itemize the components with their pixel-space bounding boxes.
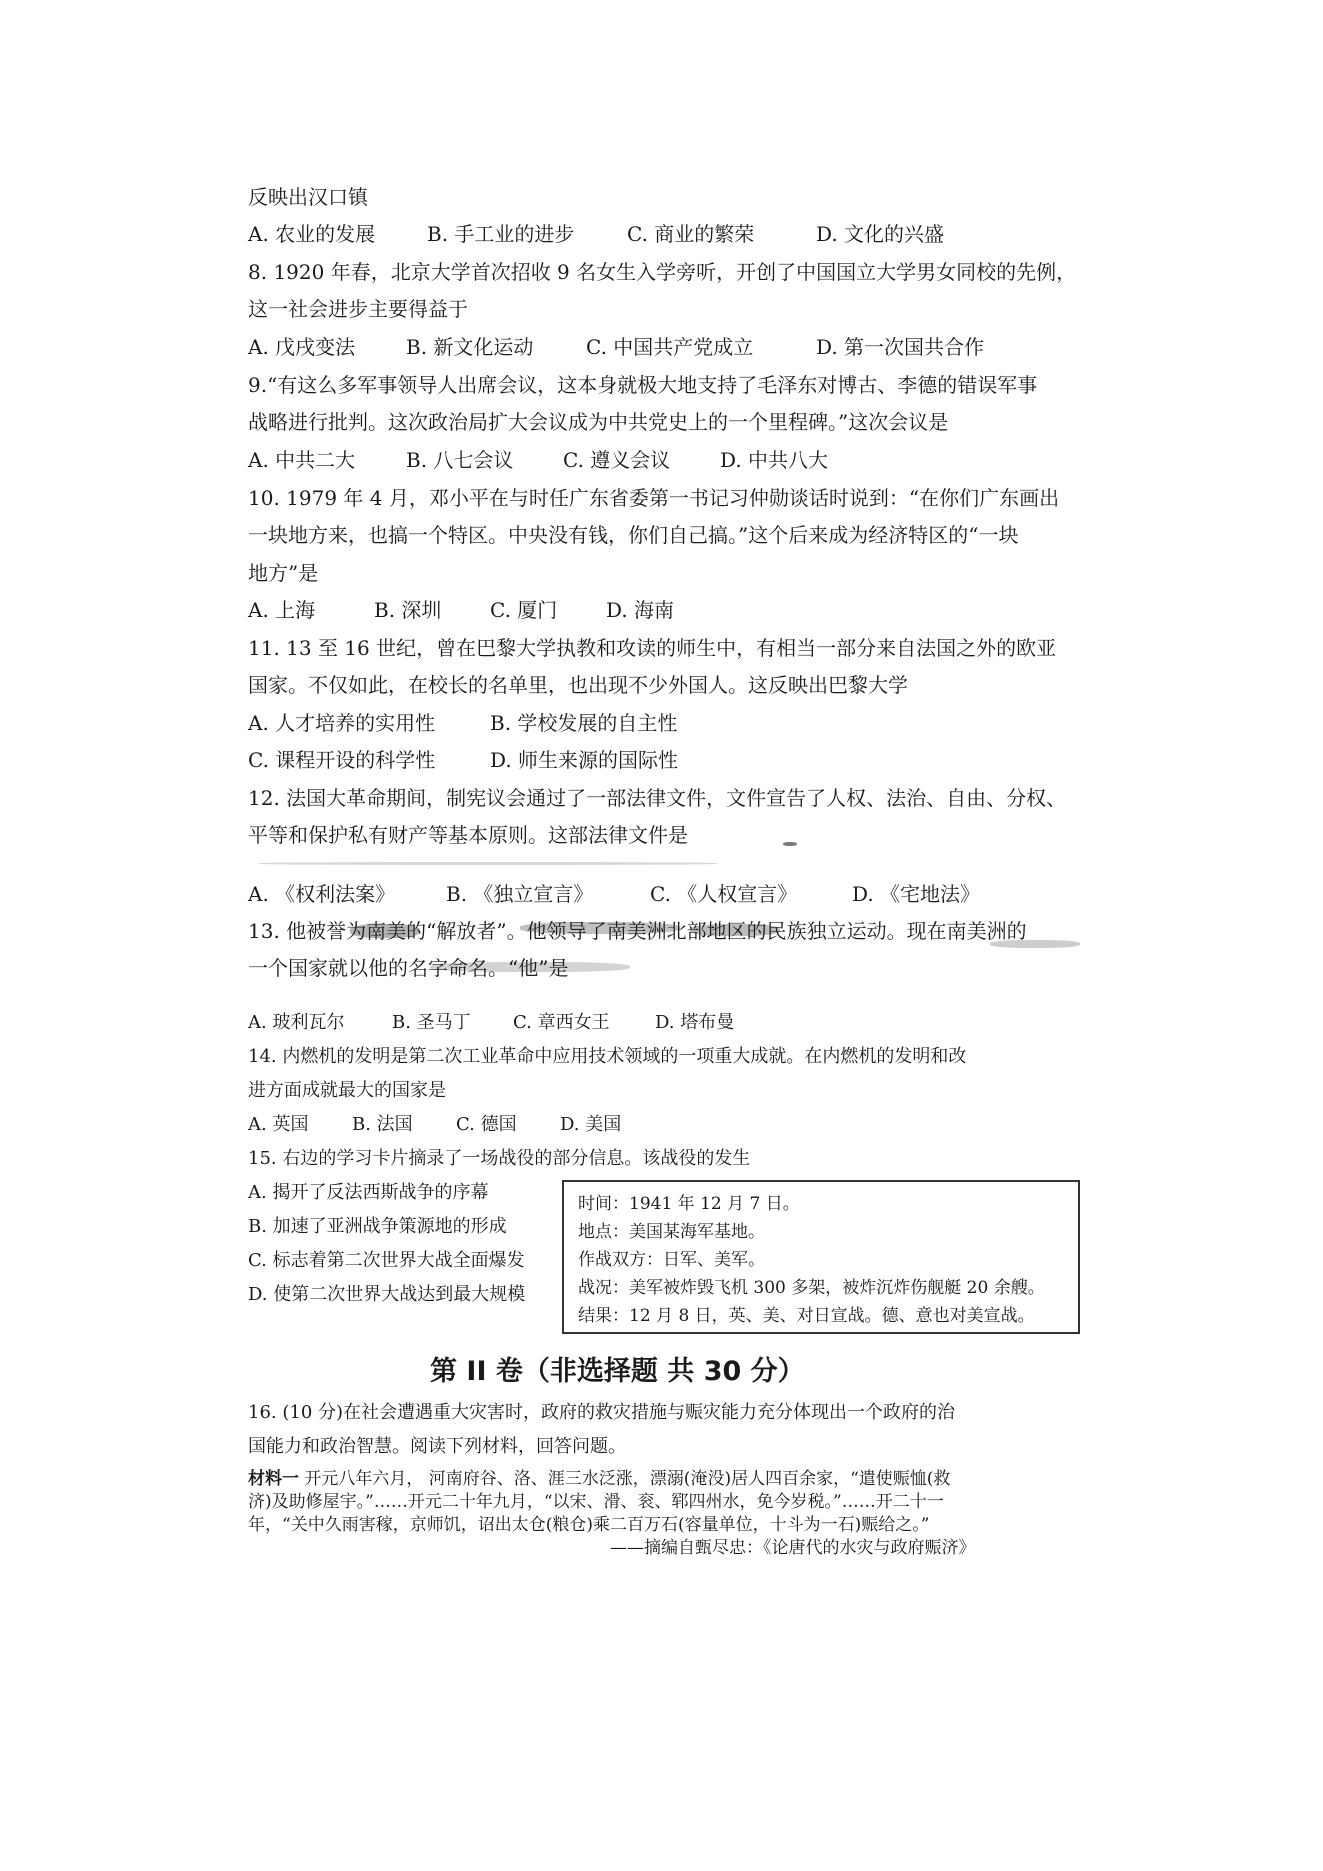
q11-option-a: A. 人才培养的实用性 xyxy=(248,711,436,735)
scan-smudge xyxy=(520,922,680,934)
q8-option-b: B. 新文化运动 xyxy=(406,335,534,359)
q9-option-c: C. 遵义会议 xyxy=(563,448,671,472)
q15-stem: 15. 右边的学习卡片摘录了一场战役的部分信息。该战役的发生 xyxy=(248,1148,751,1169)
q7-option-a: A. 农业的发展 xyxy=(248,222,376,246)
q8-option-d: D. 第一次国共合作 xyxy=(816,335,985,359)
scan-smudge xyxy=(783,842,797,846)
card-combatants: 作战双方：日军、美军。 xyxy=(578,1250,765,1270)
q15-option-c: C. 标志着第二次世界大战全面爆发 xyxy=(248,1250,525,1271)
q12-stem-line2: 平等和保护私有财产等基本原则。这部法律文件是 xyxy=(248,823,688,847)
q7-option-b: B. 手工业的进步 xyxy=(427,222,575,246)
q13-option-d: D. 塔布曼 xyxy=(655,1012,735,1033)
q13-option-b: B. 圣马丁 xyxy=(392,1012,471,1033)
q12-option-c: C. 《人权宣言》 xyxy=(650,882,798,906)
q7-option-c: C. 商业的繁荣 xyxy=(627,222,755,246)
material-line1 xyxy=(248,1468,950,1490)
q9-option-b: B. 八七会议 xyxy=(406,448,514,472)
q11-stem-line1: 11. 13 至 16 世纪，曾在巴黎大学执教和攻读的师生中，有相当一部分来自法国之外的欧亚 xyxy=(248,636,1057,660)
study-card xyxy=(562,1180,1080,1334)
q12-option-a: A. 《权利法案》 xyxy=(248,882,396,906)
scan-smudge xyxy=(258,862,718,865)
q15-option-a: A. 揭开了反法西斯战争的序幕 xyxy=(248,1182,489,1203)
card-battle-situation: 战况：美军被炸毁飞机 300 多架，被炸沉炸伤舰艇 20 余艘。 xyxy=(578,1278,1045,1298)
q8-option-a: A. 戊戌变法 xyxy=(248,335,356,359)
q16-stem-line1: 16. (10 分)在社会遭遇重大灾害时，政府的救灾措施与赈灾能力充分体现出一个政府的治 xyxy=(248,1402,956,1423)
scan-smudge xyxy=(350,924,420,938)
q14-stem-line2: 进方面成就最大的国家是 xyxy=(248,1080,446,1101)
q14-option-d: D. 美国 xyxy=(560,1114,622,1135)
q13-stem-line1: 13. 他被誉为南美的“解放者”。他领导了南美洲北部地区的民族独立运动。现在南美洲的 xyxy=(248,919,1027,943)
scan-smudge xyxy=(690,924,780,936)
material-text-1: 开元八年六月， 河南府谷、洛、涯三水泛涨，漂溺(淹没)居人四百余家，“遣使赈恤(救 xyxy=(299,1469,951,1489)
q11-option-c: C. 课程开设的科学性 xyxy=(248,748,436,772)
material-label: 材料一 xyxy=(248,1469,299,1489)
q11-stem-line2: 国家。不仅如此，在校长的名单里，也出现不少外国人。这反映出巴黎大学 xyxy=(248,673,908,697)
q16-stem-line2: 国能力和政治智慧。阅读下列材料，回答问题。 xyxy=(248,1436,626,1457)
q14-stem-line1: 14. 内燃机的发明是第二次工业革命中应用技术领域的一项重大成就。在内燃机的发明和改 xyxy=(248,1046,967,1067)
q12-stem-line1: 12. 法国大革命期间，制宪议会通过了一部法律文件，文件宣告了人权、法治、自由、分权、 xyxy=(248,786,1067,810)
q11-option-d: D. 师生来源的国际性 xyxy=(490,748,679,772)
q8-stem-line2: 这一社会进步主要得益于 xyxy=(248,297,468,321)
q10-stem-line3: 地方”是 xyxy=(248,561,319,585)
card-time: 时间：1941 年 12 月 7 日。 xyxy=(578,1194,800,1214)
scan-smudge xyxy=(990,940,1080,948)
q10-option-c: C. 厦门 xyxy=(490,598,558,622)
q15-option-b: B. 加速了亚洲战争策源地的形成 xyxy=(248,1216,507,1237)
q15-option-d: D. 使第二次世界大战达到最大规模 xyxy=(248,1284,526,1305)
q14-option-b: B. 法国 xyxy=(352,1114,413,1135)
q13-option-c: C. 章西女王 xyxy=(513,1012,610,1033)
q11-option-b: B. 学校发展的自主性 xyxy=(490,711,678,735)
q13-option-a: A. 玻利瓦尔 xyxy=(248,1012,345,1033)
scan-smudge xyxy=(430,962,630,972)
q9-stem-line1: 9.“有这么多军事领导人出席会议，这本身就极大地支持了毛泽东对博古、李德的错误军事 xyxy=(248,373,1038,397)
q10-option-b: B. 深圳 xyxy=(374,598,442,622)
material-line3: 年，“关中久雨害稼，京师饥，诏出太仓(粮仓)乘二百万石(容量单位，十斗为一石)赈给之。” xyxy=(248,1515,930,1535)
q9-option-d: D. 中共八大 xyxy=(720,448,829,472)
card-location: 地点：美国某海军基地。 xyxy=(578,1222,765,1242)
q14-option-a: A. 英国 xyxy=(248,1114,309,1135)
q13-stem-line2: 一个国家就以他的名字命名。“他”是 xyxy=(248,956,569,980)
q7-option-d: D. 文化的兴盛 xyxy=(816,222,945,246)
material-line2: 济)及助修屋宇。”……开元二十年九月，“以宋、滑、衮、郓四州水，免今岁税。”……开二十一 xyxy=(248,1492,944,1512)
q9-stem-line2: 战略进行批判。这次政治局扩大会议成为中共党史上的一个里程碑。”这次会议是 xyxy=(248,410,949,434)
q10-option-a: A. 上海 xyxy=(248,598,316,622)
material-source: ——摘编自甄尽忠：《论唐代的水灾与政府赈济》 xyxy=(610,1538,976,1558)
section-title: 第 II 卷（非选择题 共 30 分） xyxy=(430,1356,805,1387)
q9-option-a: A. 中共二大 xyxy=(248,448,356,472)
q10-stem-line2: 一块地方来，也搞一个特区。中央没有钱，你们自己搞。”这个后来成为经济特区的“一块 xyxy=(248,523,1019,547)
q14-option-c: C. 德国 xyxy=(456,1114,517,1135)
q8-option-c: C. 中国共产党成立 xyxy=(586,335,754,359)
q7-stem-tail: 反映出汉口镇 xyxy=(248,185,368,209)
q12-option-b: B. 《独立宣言》 xyxy=(446,882,594,906)
q10-option-d: D. 海南 xyxy=(606,598,675,622)
q12-option-d: D. 《宅地法》 xyxy=(852,882,981,906)
q10-stem-line1: 10. 1979 年 4 月，邓小平在与时任广东省委第一书记习仲勋谈话时说到：“在你们广东画出 xyxy=(248,486,1060,510)
q8-stem-line1: 8. 1920 年春，北京大学首次招收 9 名女生入学旁听，开创了中国国立大学男女同校的先例， xyxy=(248,260,1077,284)
card-result: 结果：12 月 8 日，英、美、对日宣战。德、意也对美宣战。 xyxy=(578,1306,1035,1326)
